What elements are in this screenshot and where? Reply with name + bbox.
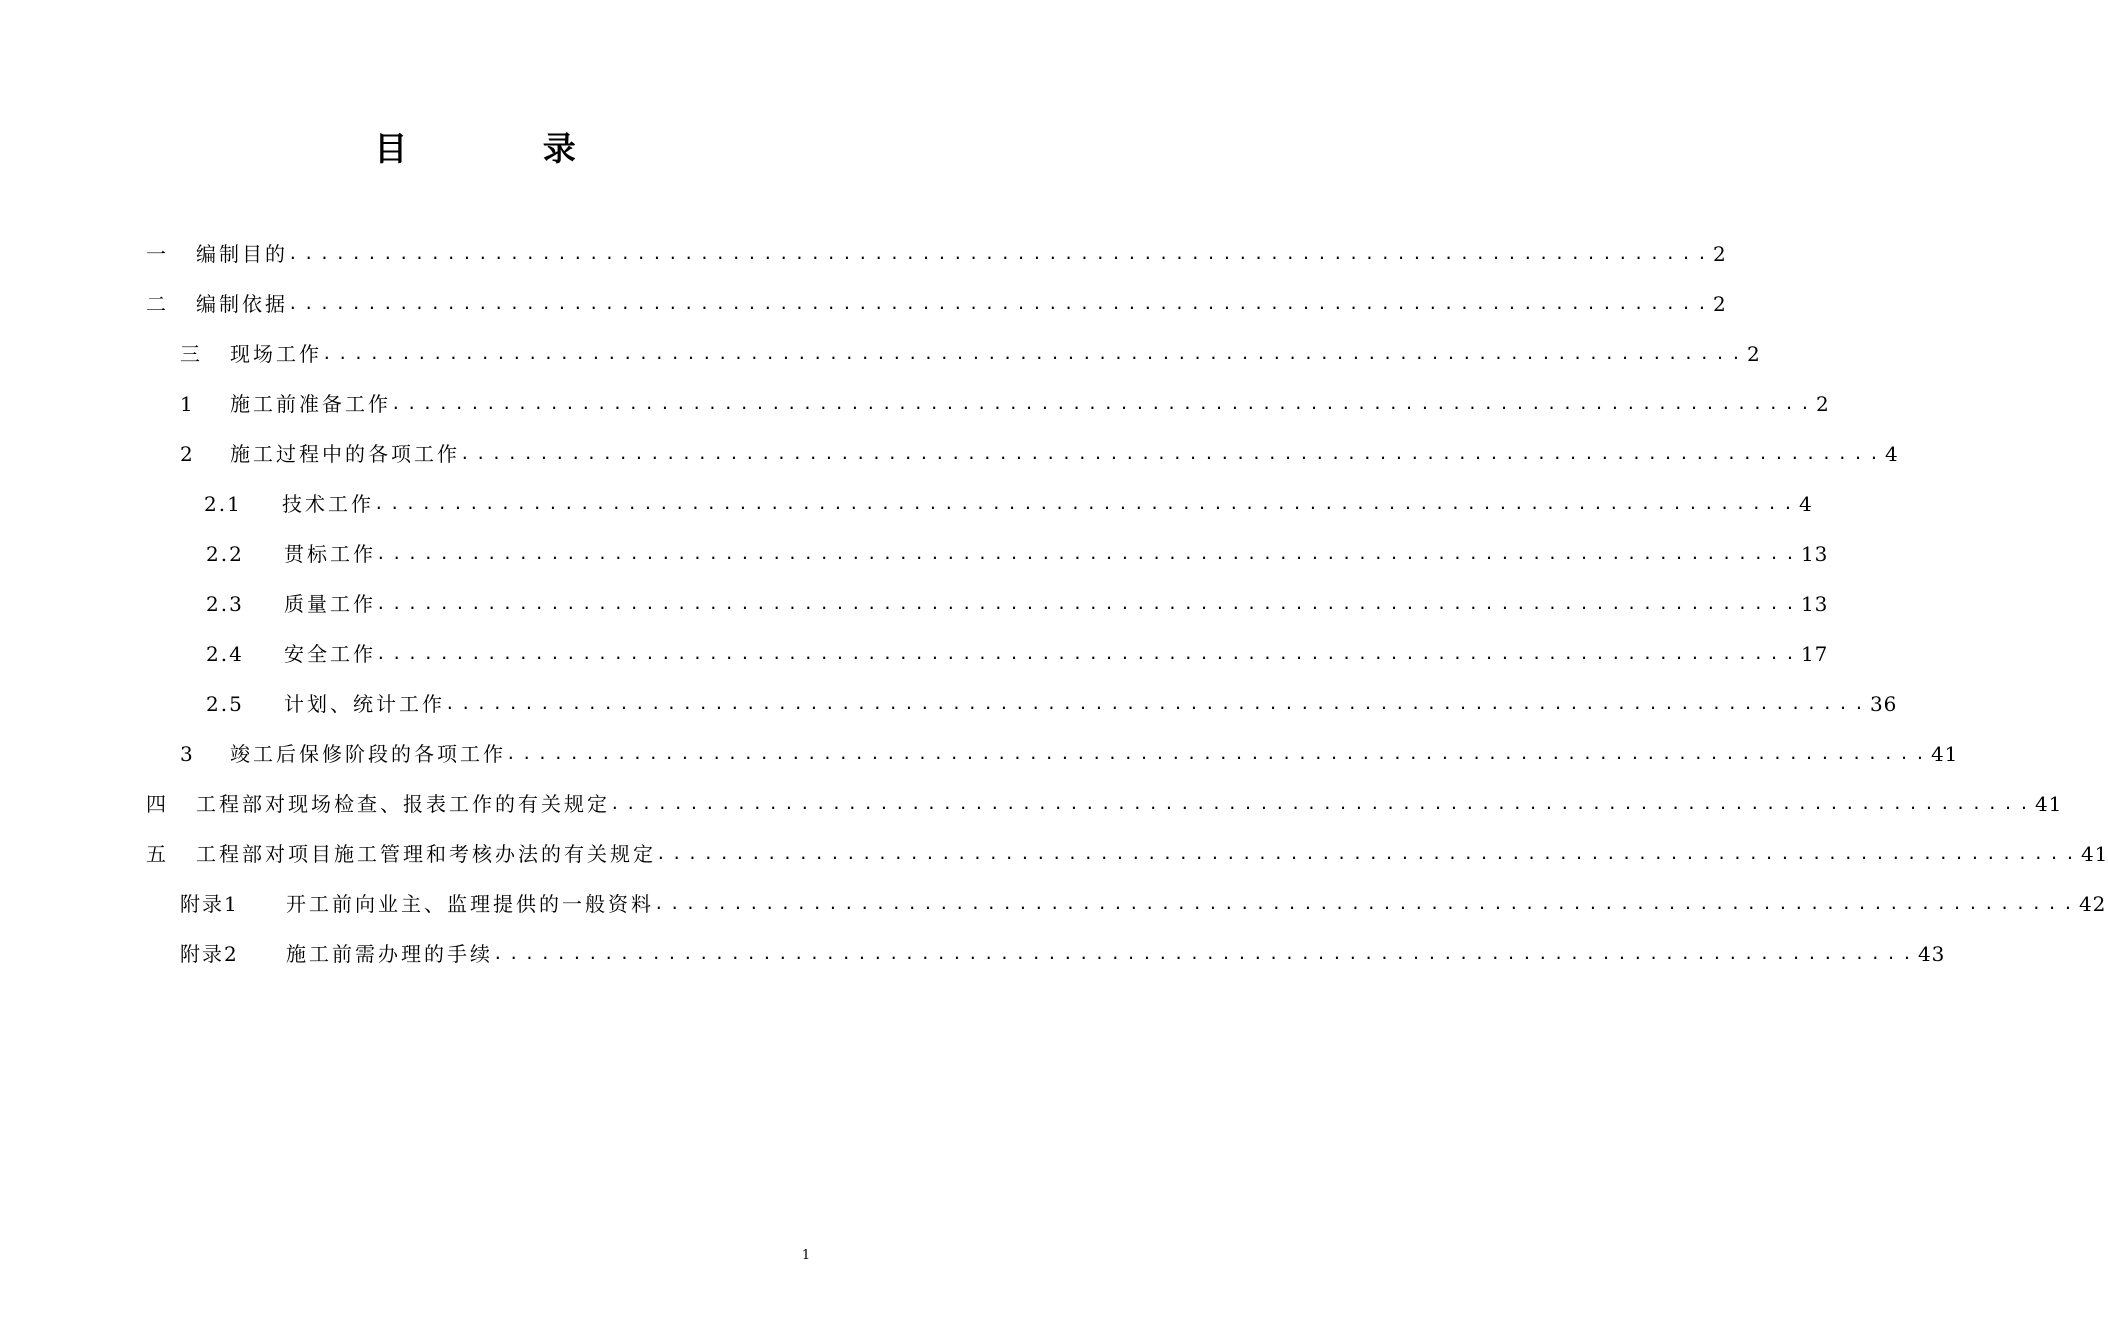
toc-leader-dots: .......................................................................................... (376, 544, 1801, 563)
toc-entry-number: 2.3 (206, 592, 244, 616)
toc-entry-page: 13 (1800, 542, 1829, 566)
toc-entry[interactable] (180, 878, 2107, 918)
toc-entry-title: 工程部对项目施工管理和考核办法的有关规定 (196, 842, 656, 866)
toc-leader-dots: .......................................................................................... (374, 494, 1799, 513)
toc-entry-page: 43 (1917, 942, 1946, 966)
toc-leader-dots: .......................................................................................... (376, 594, 1801, 613)
toc-entry-number: 二 (146, 292, 168, 316)
toc-entry-page: 4 (1798, 492, 1813, 516)
toc-entry-page: 4 (1884, 442, 1899, 466)
toc-entry-number: 2.4 (206, 642, 244, 666)
toc-entry[interactable] (206, 628, 1829, 668)
toc-entry-number: 1 (180, 392, 195, 416)
toc-entry-number: 2 (180, 442, 195, 466)
toc-entry-title: 工程部对现场检查、报表工作的有关规定 (196, 792, 610, 816)
footer-page-number: 1 (801, 1248, 811, 1263)
toc-leader-dots: .......................................................................................... (506, 744, 1931, 763)
toc-entry-page: 41 (1930, 742, 1959, 766)
toc-leader-dots: .......................................................................................... (656, 844, 2081, 863)
toc-entry[interactable] (180, 728, 1959, 768)
toc-entry-title: 施工过程中的各项工作 (230, 442, 460, 466)
toc-entry-number: 一 (146, 242, 168, 266)
toc-leader-dots: .......................................................................................... (460, 444, 1885, 463)
toc-entry-number: 三 (180, 342, 202, 366)
toc-entry-title: 质量工作 (284, 592, 376, 616)
toc-entry-page: 41 (2080, 842, 2108, 866)
toc-entry-title: 计划、统计工作 (284, 692, 445, 716)
toc-leader-dots: .......................................................................................... (391, 394, 1816, 413)
toc-entry-title: 施工前需办理的手续 (286, 942, 493, 966)
toc-entry-number: 附录2 (180, 942, 239, 966)
toc-entry[interactable] (180, 378, 1830, 418)
toc-entry-title: 编制目的 (196, 242, 288, 266)
toc-entry-number: 附录1 (180, 892, 239, 916)
toc-entry-title: 编制依据 (196, 292, 288, 316)
toc-entry-title: 施工前准备工作 (230, 392, 391, 416)
toc-entry-page: 2 (1712, 292, 1727, 316)
toc-entry[interactable] (180, 328, 1761, 368)
toc-entry-number: 2.5 (206, 692, 244, 716)
toc-entry-title: 现场工作 (230, 342, 322, 366)
toc-entry[interactable] (146, 778, 2063, 818)
toc-entry-title: 开工前向业主、监理提供的一般资料 (286, 892, 654, 916)
page-title: 目 录 (374, 129, 638, 168)
toc-leader-dots: .......................................................................................... (445, 694, 1870, 713)
toc-entry[interactable] (206, 528, 1829, 568)
toc-entry-title: 贯标工作 (284, 542, 376, 566)
toc-entry-number: 2.1 (204, 492, 242, 516)
toc-entry[interactable] (206, 578, 1829, 618)
toc-entry-number: 四 (146, 792, 168, 816)
toc-entry[interactable] (206, 678, 1898, 718)
toc-entry[interactable] (146, 278, 1727, 318)
toc-entry-title: 竣工后保修阶段的各项工作 (230, 742, 506, 766)
toc-entry-page: 42 (2078, 892, 2107, 916)
toc-entry-page: 36 (1869, 692, 1898, 716)
toc-entry-title: 技术工作 (282, 492, 374, 516)
toc-entry[interactable] (146, 828, 2108, 868)
toc-entry-page: 2 (1712, 242, 1727, 266)
toc-leader-dots: .......................................................................................... (322, 344, 1747, 363)
toc-entry[interactable] (180, 928, 1946, 968)
toc-entry-page: 2 (1746, 342, 1761, 366)
toc-entry-number: 3 (180, 742, 195, 766)
toc-entry-title: 安全工作 (284, 642, 376, 666)
toc-leader-dots: .......................................................................................... (610, 794, 2035, 813)
toc-leader-dots: .......................................................................................... (288, 244, 1713, 263)
toc-leader-dots: .......................................................................................... (376, 644, 1801, 663)
toc-entry-number: 2.2 (206, 542, 244, 566)
toc-entry-page: 41 (2034, 792, 2063, 816)
toc-leader-dots: .......................................................................................... (493, 944, 1918, 963)
toc-entry[interactable] (146, 228, 1727, 268)
toc-entry-number: 五 (146, 842, 168, 866)
toc-leader-dots: .......................................................................................... (654, 894, 2079, 913)
toc-entry[interactable] (180, 428, 1899, 468)
toc-entry-page: 13 (1800, 592, 1829, 616)
toc-entry-page: 2 (1815, 392, 1830, 416)
toc-leader-dots: .......................................................................................... (288, 294, 1713, 313)
toc-entry-page: 17 (1800, 642, 1829, 666)
toc-entry[interactable] (204, 478, 1813, 518)
